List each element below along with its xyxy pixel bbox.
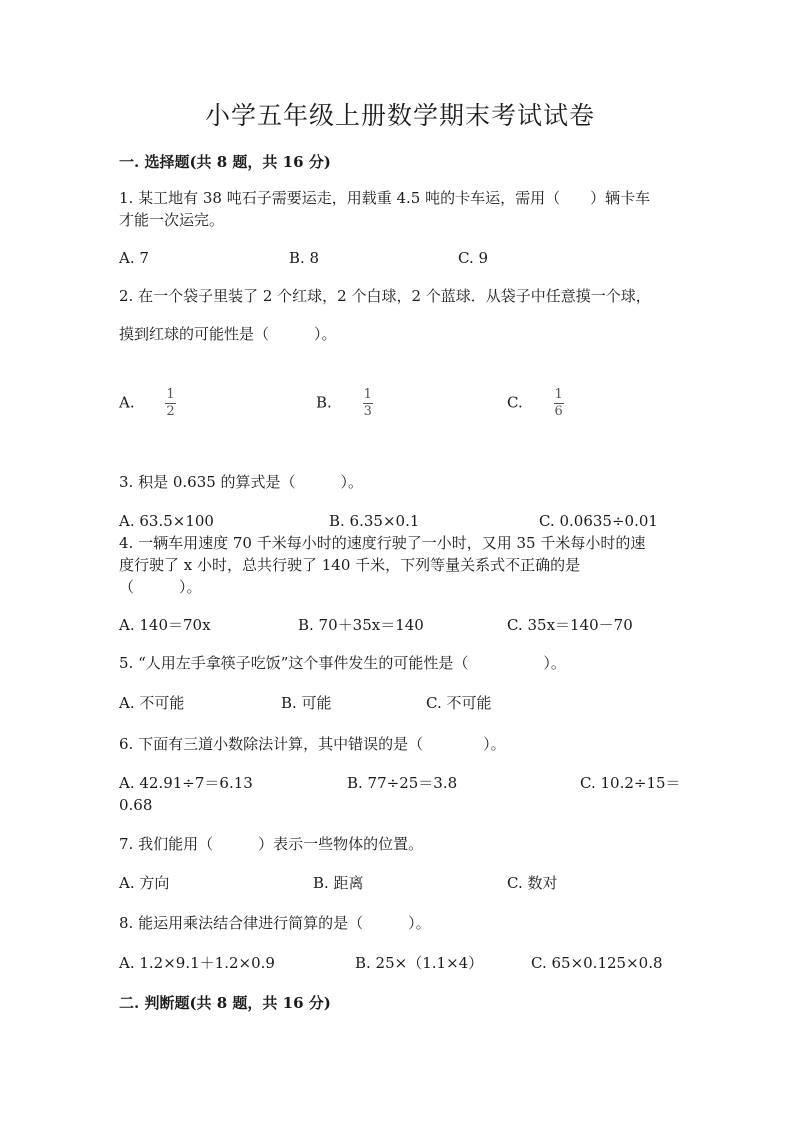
- option-b[interactable]: B. 25×（1.1×4）: [355, 954, 484, 972]
- option-c[interactable]: C. 0.0635÷0.01: [539, 512, 658, 530]
- option-b[interactable]: B. 77÷25＝3.8: [347, 774, 458, 792]
- option-b[interactable]: B. 距离: [313, 874, 364, 892]
- fraction: $\frac{1}{3}$: [363, 387, 372, 419]
- question-stem: 2. 在一个袋子里装了 2 个红球，2 个白球，2 个蓝球．从袋子中任意摸一个球，: [119, 287, 651, 305]
- page-title: 小学五年级上册数学期末考试试卷: [204, 101, 595, 130]
- option-c[interactable]: C. 10.2÷15＝: [580, 774, 681, 792]
- option-c[interactable]: C. 9: [458, 249, 489, 267]
- fraction: $\frac{1}{6}$: [554, 387, 563, 419]
- option-b[interactable]: B. $\frac{1}{3}$: [316, 387, 372, 419]
- option-a[interactable]: A. 63.5×100: [119, 512, 214, 530]
- option-a[interactable]: A. 42.91÷7＝6.13: [119, 774, 253, 792]
- option-c-wrap: 0.68: [119, 796, 153, 814]
- option-a[interactable]: A. 140＝70x: [119, 616, 211, 634]
- option-b[interactable]: B. 6.35×0.1: [329, 512, 420, 530]
- option-c[interactable]: C. $\frac{1}{6}$: [507, 387, 563, 419]
- option-b[interactable]: B. 可能: [281, 694, 332, 712]
- question-stem: 3. 积是 0.635 的算式是（ ）。: [119, 473, 364, 491]
- option-c[interactable]: C. 不可能: [426, 694, 492, 712]
- option-c[interactable]: C. 65×0.125×0.8: [531, 954, 663, 972]
- option-a[interactable]: A. 不可能: [119, 694, 185, 712]
- option-a[interactable]: A. 7: [119, 249, 149, 267]
- question-stem: 6. 下面有三道小数除法计算，其中错误的是（ ）。: [119, 735, 506, 753]
- option-a[interactable]: A. 1.2×9.1＋1.2×0.9: [119, 954, 275, 972]
- question-stem: 5. “人用左手拿筷子吃饭”这个事件发生的可能性是（ ）。: [119, 654, 566, 672]
- option-c[interactable]: C. 数对: [507, 874, 558, 892]
- question-stem: 1. 某工地有 38 吨石子需要运走，用载重 4.5 吨的卡车运，需用（ ）辆卡车 才能一次运完。: [119, 189, 651, 229]
- question-stem: 4. 一辆车用速度 70 千米每小时的速度行驶了一小时，又用 35 千米每小时的速 度行驶了 x 小时，总共行驶了 140 千米，下列等量关系式不正确的是 （ ）。: [119, 534, 646, 596]
- question-stem: 7. 我们能用（ ）表示一些物体的位置。: [119, 835, 424, 853]
- option-b[interactable]: B. 70＋35x＝140: [298, 616, 424, 634]
- section-heading-judgment: 二. 判断题(共 8 题，共 16 分): [119, 994, 331, 1012]
- question-stem: 8. 能运用乘法结合律进行简算的是（ ）。: [119, 914, 431, 932]
- section-heading-choice: 一. 选择题(共 8 题，共 16 分): [119, 153, 331, 171]
- option-c[interactable]: C. 35x＝140－70: [507, 616, 633, 634]
- option-a[interactable]: A. 方向: [119, 874, 170, 892]
- question-stem: 摸到红球的可能性是（ ）。: [119, 325, 337, 343]
- fraction: $\frac{1}{2}$: [166, 387, 175, 419]
- option-b[interactable]: B. 8: [289, 249, 320, 267]
- option-a[interactable]: A. $\frac{1}{2}$: [119, 387, 175, 419]
